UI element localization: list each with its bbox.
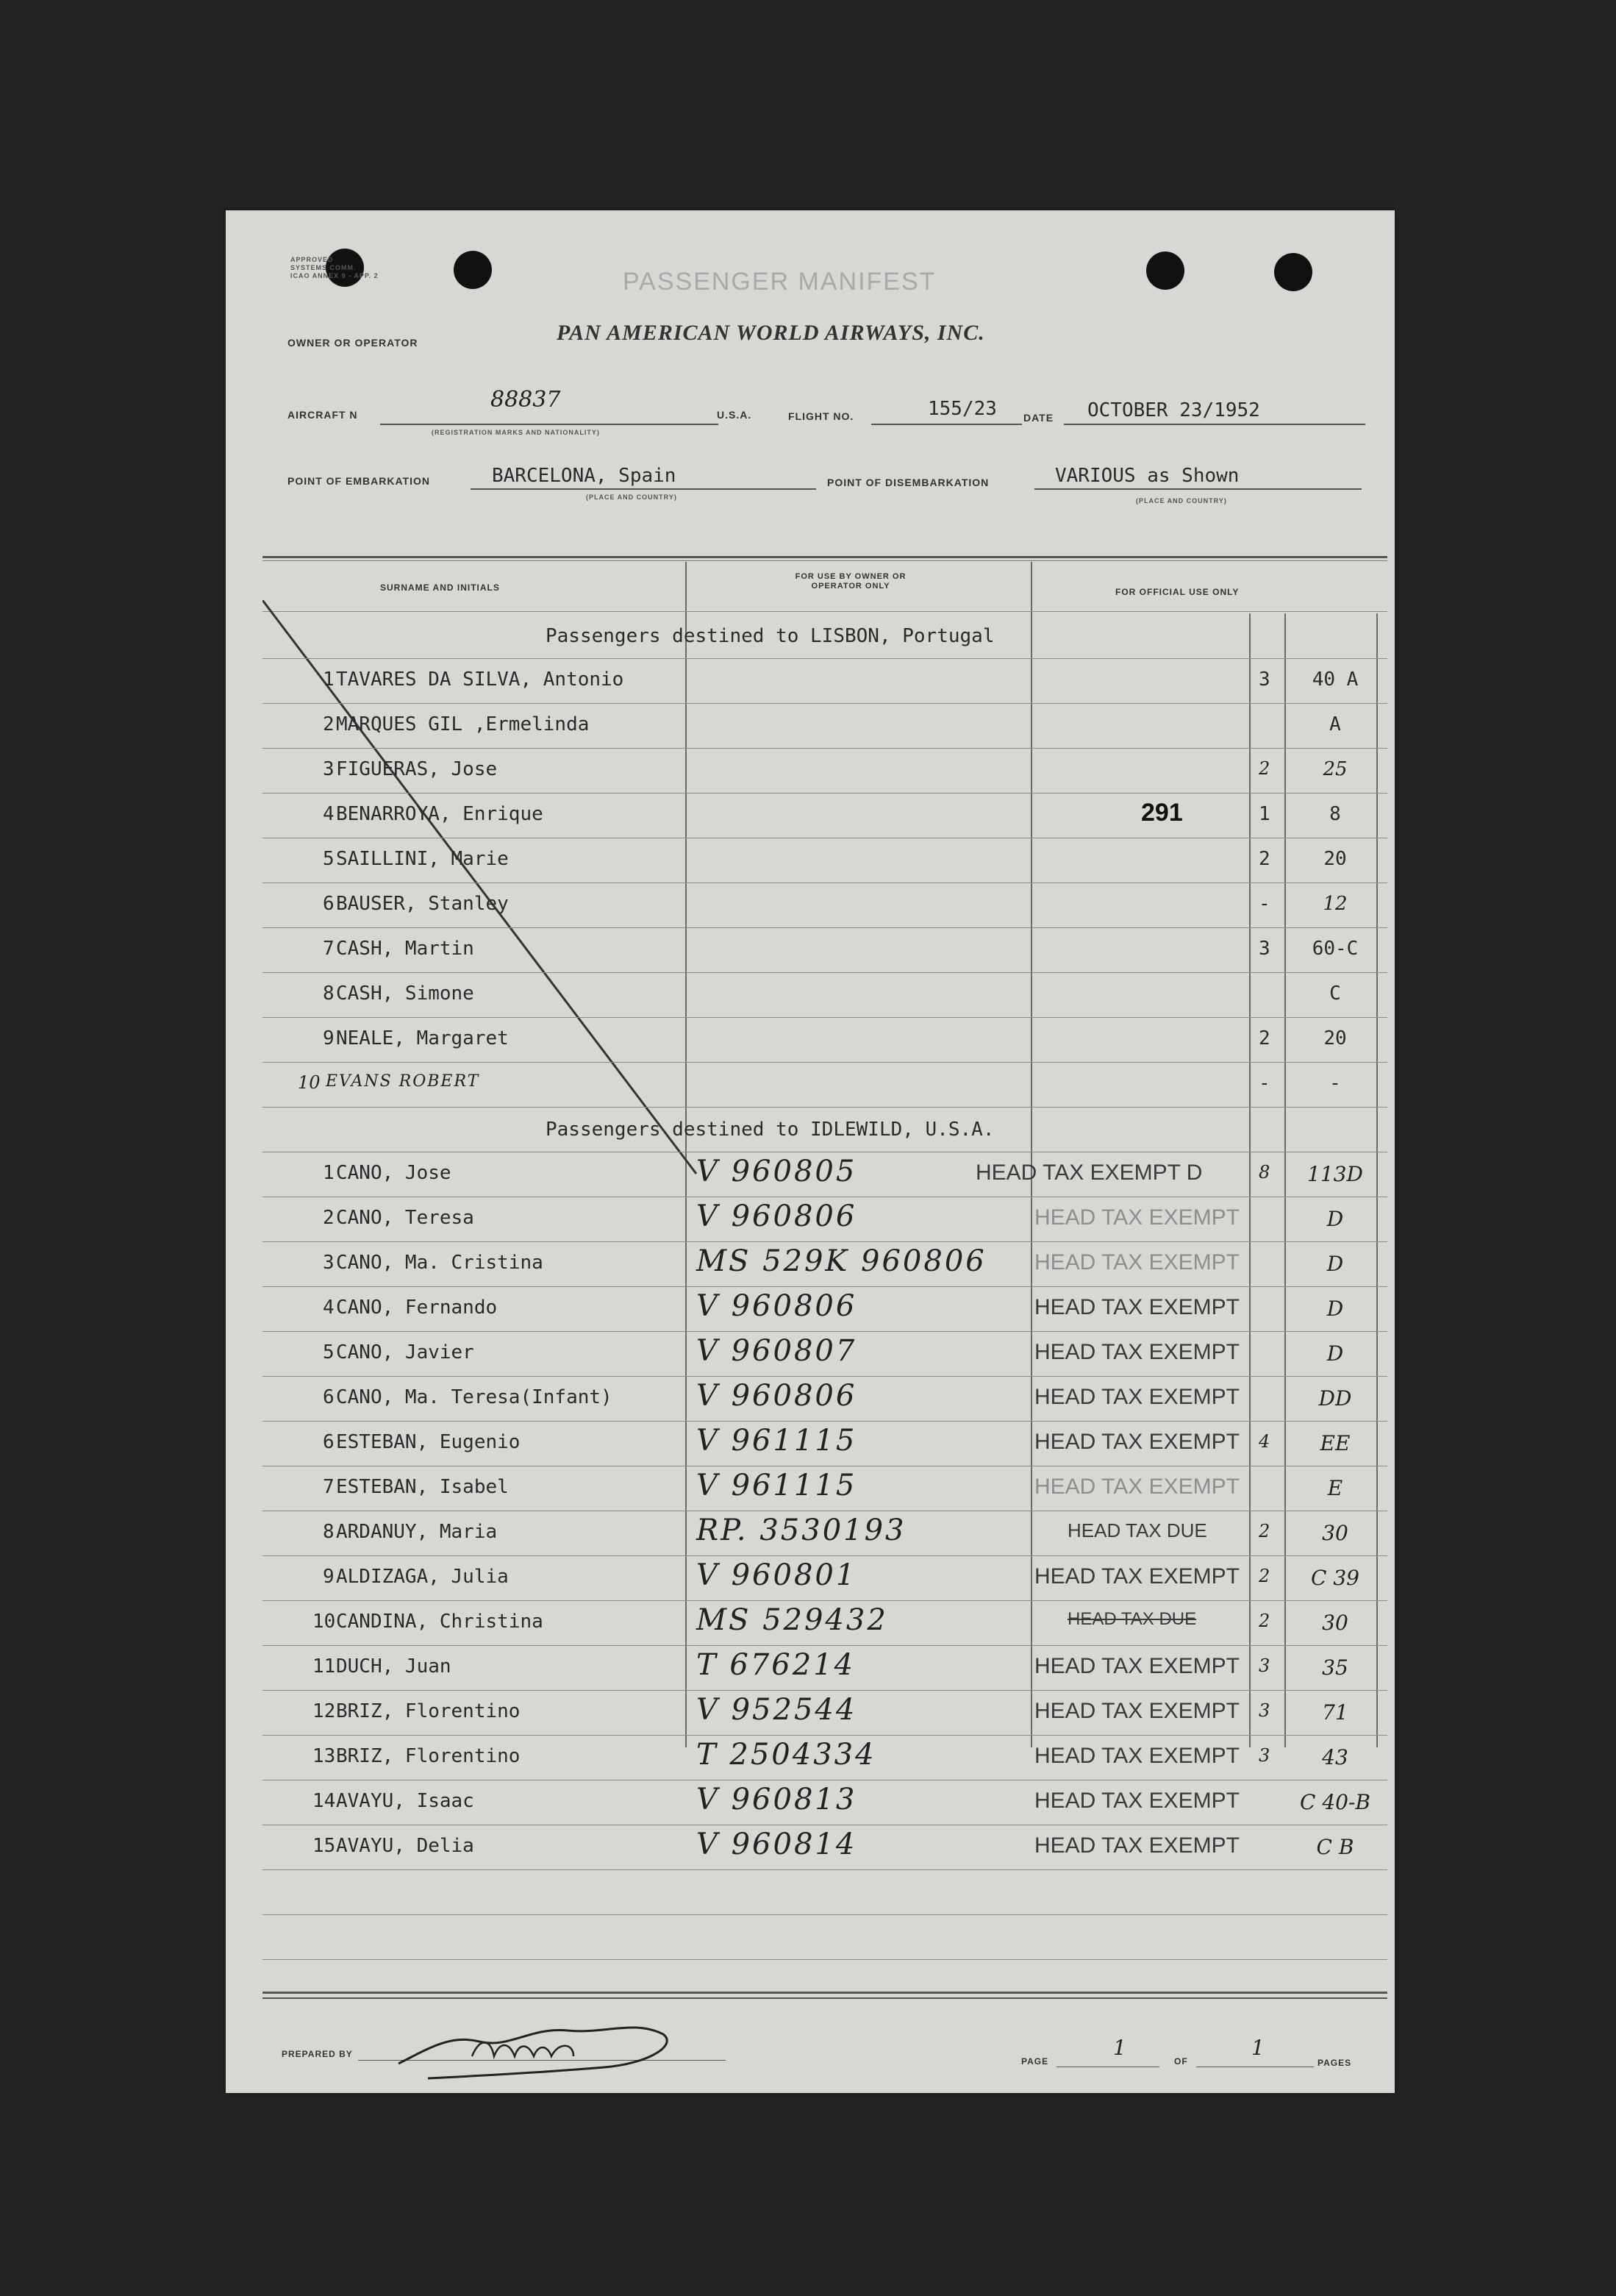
of-value: 1 <box>1251 2036 1265 2060</box>
passenger-number: 8 <box>323 983 335 1005</box>
code-cell: D <box>1326 1341 1344 1366</box>
code-cell: C <box>1329 983 1341 1005</box>
passenger-name: AVAYU, Delia <box>336 1835 474 1857</box>
count-cell: 2 <box>1259 1611 1270 1631</box>
count-cell: 2 <box>1259 848 1270 870</box>
passenger-number: 3 <box>323 1252 335 1274</box>
code-cell: 71 <box>1322 1700 1348 1725</box>
count-cell: 3 <box>1259 1700 1270 1721</box>
passenger-number: 2 <box>323 1207 335 1229</box>
passenger-number: 1 <box>323 669 335 691</box>
row-rule <box>262 1555 1387 1556</box>
count-cell: 4 <box>1259 1431 1270 1452</box>
document-number: MS 529432 <box>696 1603 888 1637</box>
passenger-number: 7 <box>323 1476 335 1498</box>
passenger-number: 6 <box>323 893 335 915</box>
row-rule <box>262 1107 1387 1108</box>
code-cell: - <box>1329 1072 1341 1094</box>
passenger-number: 11 <box>312 1655 336 1678</box>
row-rule <box>262 1062 1387 1063</box>
code-cell: 40 A <box>1312 669 1359 691</box>
code-cell: C 39 <box>1311 1566 1359 1590</box>
code-cell: C B <box>1316 1835 1354 1859</box>
preparer-signature <box>384 2005 693 2086</box>
code-cell: D <box>1326 1252 1344 1276</box>
official-number: 291 <box>1141 799 1183 827</box>
passenger-number: 3 <box>323 758 335 780</box>
passenger-name: CANO, Ma. Cristina <box>336 1252 543 1274</box>
official-stamp: HEAD TAX EXEMPT <box>1034 1475 1240 1499</box>
passenger-number: 15 <box>312 1835 336 1857</box>
passenger-number: 5 <box>323 1341 335 1363</box>
passenger-name: BRIZ, Florentino <box>336 1700 521 1722</box>
document-number: V 960807 <box>696 1334 857 1368</box>
code-cell: D <box>1326 1297 1344 1321</box>
document-number: V 952544 <box>696 1693 857 1727</box>
count-cell: 3 <box>1259 1745 1270 1766</box>
official-stamp: HEAD TAX EXEMPT <box>1034 1564 1240 1589</box>
code-cell: 20 <box>1323 848 1347 870</box>
page-value: 1 <box>1113 2036 1126 2060</box>
passenger-number: 2 <box>323 713 335 735</box>
count-cell: 1 <box>1259 803 1270 825</box>
passenger-name: BENARROYA, Enrique <box>336 803 543 825</box>
registration-note: (REGISTRATION MARKS AND NATIONALITY) <box>432 429 600 436</box>
document-number: T 676214 <box>696 1648 856 1682</box>
official-stamp: HEAD TAX EXEMPT <box>1034 1744 1240 1768</box>
passenger-name: CASH, Martin <box>336 938 474 960</box>
row-rule <box>262 1331 1387 1332</box>
passenger-number: 14 <box>312 1790 336 1812</box>
passenger-name: CANO, Javier <box>336 1341 474 1363</box>
code-cell: 43 <box>1322 1745 1348 1769</box>
code-cell: 20 <box>1323 1027 1347 1049</box>
official-stamp: HEAD TAX DUE <box>1068 1609 1197 1629</box>
row-rule <box>262 1600 1387 1601</box>
document-number: V 960806 <box>696 1289 857 1323</box>
flight-label: FLIGHT NO. <box>788 410 854 422</box>
code-cell: 35 <box>1322 1655 1348 1680</box>
document-number: RP. 3530193 <box>696 1514 907 1547</box>
disembark-note: (PLACE AND COUNTRY) <box>1136 497 1227 505</box>
date-label: DATE <box>1023 412 1054 424</box>
count-cell: 2 <box>1259 1566 1270 1586</box>
passenger-number: 12 <box>312 1700 336 1722</box>
passenger-name: MARQUES GIL ,Ermelinda <box>336 713 590 735</box>
usa-label: U.S.A. <box>717 409 752 421</box>
count-cell: - <box>1259 893 1270 915</box>
code-cell: E <box>1327 1476 1343 1500</box>
passenger-number: 13 <box>312 1745 336 1767</box>
date-value: OCTOBER 23/1952 <box>1087 399 1260 421</box>
official-stamp: HEAD TAX EXEMPT <box>1034 1250 1240 1274</box>
passenger-name: AVAYU, Isaac <box>336 1790 474 1812</box>
official-stamp: HEAD TAX EXEMPT <box>1034 1789 1240 1813</box>
document-number: T 2504334 <box>696 1738 876 1772</box>
passenger-name: SAILLINI, Marie <box>336 848 509 870</box>
row-rule <box>262 1735 1387 1736</box>
row-rule <box>262 1017 1387 1018</box>
disembark-value: VARIOUS as Shown <box>1055 465 1240 487</box>
corner-note: APPROVED SYSTEMS COMM. ICAO ANNEX 9 - APP. 2 <box>290 256 379 279</box>
document-number: V 960813 <box>696 1783 857 1817</box>
document-number: V 961115 <box>696 1469 857 1502</box>
official-stamp: HEAD TAX EXEMPT <box>1034 1699 1240 1723</box>
code-cell: 30 <box>1322 1611 1348 1635</box>
passenger-number: 7 <box>323 938 335 960</box>
document-number: MS 529K 960806 <box>696 1244 987 1278</box>
code-cell: 30 <box>1322 1521 1348 1545</box>
row-rule <box>262 1690 1387 1691</box>
code-cell: 25 <box>1323 758 1348 780</box>
document-number: V 960806 <box>696 1199 857 1233</box>
document-number: V 961115 <box>696 1424 857 1458</box>
passenger-name: ALDIZAGA, Julia <box>336 1566 509 1588</box>
row-rule <box>262 1286 1387 1287</box>
count-cell: 2 <box>1259 1521 1270 1541</box>
passenger-name: CANO, Teresa <box>336 1207 474 1229</box>
official-stamp: HEAD TAX EXEMPT <box>1034 1430 1240 1454</box>
count-cell: 2 <box>1259 758 1270 779</box>
passenger-name: BAUSER, Stanley <box>336 893 509 915</box>
row-rule <box>262 1241 1387 1242</box>
aircraft-label: AIRCRAFT N <box>287 409 358 421</box>
punch-hole <box>454 251 492 289</box>
embark-label: POINT OF EMBARKATION <box>287 475 430 487</box>
manifest-sheet <box>226 210 1395 2093</box>
document-number: V 960806 <box>696 1379 857 1413</box>
official-stamp: HEAD TAX EXEMPT <box>1034 1833 1240 1858</box>
passenger-name: ESTEBAN, Isabel <box>336 1476 509 1498</box>
col-surname: SURNAME AND INITIALS <box>380 582 500 593</box>
row-rule <box>262 1914 1387 1915</box>
section-heading: Passengers destined to IDLEWILD, U.S.A. <box>546 1119 995 1141</box>
code-cell: DD <box>1318 1386 1352 1411</box>
code-cell: 113D <box>1307 1162 1363 1186</box>
passenger-number: 6 <box>323 1431 335 1453</box>
row-rule <box>262 703 1387 704</box>
punch-hole <box>1146 252 1184 290</box>
passenger-name: BRIZ, Florentino <box>336 1745 521 1767</box>
punch-hole <box>1274 253 1312 291</box>
code-cell: C 40-B <box>1300 1790 1370 1814</box>
official-stamp: HEAD TAX EXEMPT <box>1034 1654 1240 1678</box>
passenger-name: CANO, Ma. Teresa(Infant) <box>336 1386 612 1408</box>
pages-label: PAGES <box>1318 2058 1352 2068</box>
row-rule <box>262 793 1387 794</box>
passenger-number: 9 <box>323 1027 335 1049</box>
code-cell: 12 <box>1323 893 1348 915</box>
passenger-name: NEALE, Margaret <box>336 1027 509 1049</box>
count-cell: 8 <box>1259 1162 1270 1183</box>
passenger-number: 4 <box>323 1297 335 1319</box>
passenger-name: FIGUERAS, Jose <box>336 758 498 780</box>
row-rule <box>262 1869 1387 1870</box>
col-owner-use: FOR USE BY OWNER OR OPERATOR ONLY <box>795 572 907 591</box>
document-number: V 960801 <box>696 1558 857 1592</box>
prepared-label: PREPARED BY <box>282 2049 353 2059</box>
form-title: PASSENGER MANIFEST <box>623 268 937 296</box>
document-number: V 960814 <box>696 1828 857 1861</box>
code-cell: A <box>1329 713 1341 735</box>
row-rule <box>262 927 1387 928</box>
passenger-name: TAVARES DA SILVA, Antonio <box>336 669 624 691</box>
row-rule <box>262 1959 1387 1960</box>
row-rule <box>262 748 1387 749</box>
passenger-name: CANO, Fernando <box>336 1297 498 1319</box>
passenger-name: CASH, Simone <box>336 983 474 1005</box>
passenger-number: 1 <box>323 1162 335 1184</box>
passenger-name: CANDINA, Christina <box>336 1611 543 1633</box>
row-rule <box>262 658 1387 659</box>
passenger-number: 10 <box>298 1072 321 1093</box>
count-cell: - <box>1259 1072 1270 1094</box>
passenger-name: EVANS ROBERT <box>326 1072 480 1091</box>
count-cell: 3 <box>1259 1655 1270 1676</box>
disembark-label: POINT OF DISEMBARKATION <box>827 477 990 488</box>
passenger-name: DUCH, Juan <box>336 1655 451 1678</box>
aircraft-value: 88837 <box>490 387 561 413</box>
passenger-name: CANO, Jose <box>336 1162 451 1184</box>
count-cell: 3 <box>1259 938 1270 960</box>
code-cell: 60-C <box>1312 938 1359 960</box>
page-label: PAGE <box>1021 2056 1049 2067</box>
passenger-number: 5 <box>323 848 335 870</box>
code-cell: EE <box>1320 1431 1351 1455</box>
code-cell: D <box>1326 1207 1344 1231</box>
row-rule <box>262 1645 1387 1646</box>
of-label: OF <box>1174 2056 1188 2067</box>
official-stamp: HEAD TAX EXEMPT <box>1034 1295 1240 1319</box>
passenger-number: 6 <box>323 1386 335 1408</box>
count-cell: 3 <box>1259 669 1270 691</box>
passenger-name: ARDANUY, Maria <box>336 1521 498 1543</box>
official-stamp: HEAD TAX EXEMPT <box>1034 1340 1240 1364</box>
passenger-number: 4 <box>323 803 335 825</box>
col-official-use: FOR OFFICIAL USE ONLY <box>1115 587 1240 597</box>
official-stamp: HEAD TAX EXEMPT D <box>976 1161 1203 1185</box>
section-heading: Passengers destined to LISBON, Portugal <box>546 625 995 647</box>
row-rule <box>262 1421 1387 1422</box>
row-rule <box>262 1376 1387 1377</box>
code-cell: 8 <box>1329 803 1341 825</box>
row-rule <box>262 972 1387 973</box>
official-stamp: HEAD TAX DUE <box>1068 1519 1207 1541</box>
count-cell: 2 <box>1259 1027 1270 1049</box>
passenger-name: ESTEBAN, Eugenio <box>336 1431 521 1453</box>
passenger-number: 9 <box>323 1566 335 1588</box>
owner-label: OWNER OR OPERATOR <box>287 337 418 349</box>
embark-value: BARCELONA, Spain <box>492 465 676 487</box>
official-stamp: HEAD TAX EXEMPT <box>1034 1385 1240 1409</box>
official-stamp: HEAD TAX EXEMPT <box>1034 1205 1240 1230</box>
embark-note: (PLACE AND COUNTRY) <box>586 493 677 501</box>
passenger-number: 8 <box>323 1521 335 1543</box>
flight-value: 155/23 <box>928 398 997 420</box>
passenger-number: 10 <box>312 1611 336 1633</box>
owner-value: PAN AMERICAN WORLD AIRWAYS, INC. <box>557 321 985 345</box>
document-number: V 960805 <box>696 1155 857 1188</box>
